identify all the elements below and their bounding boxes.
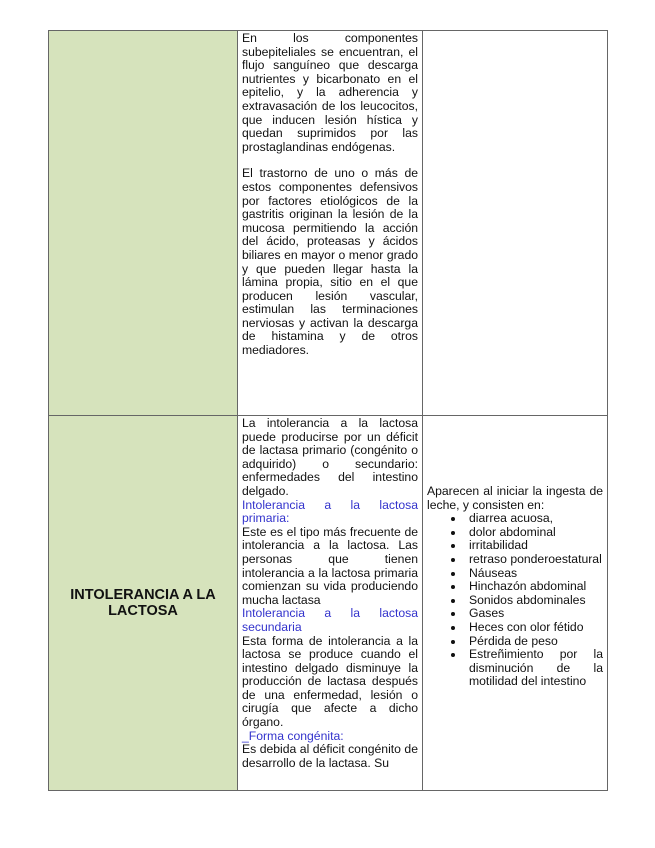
paragraph-defense-disorder: El trastorno de uno o más de estos componentes defensivos por factores etiológicos de la gastritis originan la lesión de la mucosa permitiendo la acción del ácido, proteasas y ácidos biliares en mayor o menor grado y que pueden llegar hasta la lámina propia, sitio en el que producen lesión vascular, estimulan las terminaciones nerviosas y activan la descarga de histamina y de otros mediadores. xyxy=(242,166,418,358)
congenital-heading: _Forma congénita: xyxy=(242,728,344,743)
list-item: • irritabilidad xyxy=(465,539,603,553)
list-item: • dolor abdominal xyxy=(465,526,603,540)
primary-text: Este es el tipo más frecuente de intolerancia a la lactosa. Las personas que tienen intolerancia a la lactosa primaria comienzan su vida produciendo mucha lactasa xyxy=(242,524,418,607)
row-title: INTOLERANCIA A LA LACTOSA xyxy=(70,587,216,619)
row1-label-cell xyxy=(49,31,238,416)
list-item: • retraso ponderoestatural xyxy=(465,553,603,567)
table-row xyxy=(49,416,608,791)
list-item: • Heces con olor fétido xyxy=(465,621,603,635)
congenital-text: Es debida al déficit congénito de desarrollo de la lactasa. Su xyxy=(242,742,418,770)
symptoms-intro: Aparecen al iniciar la ingesta de leche, y consisten en: xyxy=(427,484,603,512)
list-item: • Estreñimiento por la disminución de la motilidad del intestino xyxy=(465,648,603,689)
table-row xyxy=(49,31,608,416)
symptoms-list xyxy=(427,512,603,689)
paragraph-subepithelial: En los componentes subepiteliales se encuentran, el flujo sanguíneo que descarga nutrientes y bicarbonato en el epitelio, y la adherencia y extravasación de los leucocitos, que inducen lesión hística y quedan suprimidos por las prostaglandinas endógenas. xyxy=(242,31,418,154)
lactose-intro-text: La intolerancia a la lactosa puede producirse por un déficit de lactasa primario (congénito o adquirido) o secundario: enfermedades del intestino delgado. xyxy=(242,416,418,498)
row2-symptoms-cell xyxy=(423,416,608,791)
row2-description-cell xyxy=(238,416,423,791)
row2-label-cell xyxy=(49,416,238,791)
row1-symptoms-cell xyxy=(423,31,608,416)
secondary-heading: Intolerancia a la lactosa secundaria xyxy=(242,606,418,634)
content-table xyxy=(48,30,608,791)
list-item: • Sonidos abdominales xyxy=(465,594,603,608)
secondary-text: Esta forma de intolerancia a la lactosa se produce cuando el intestino delgado disminuye la producción de lactasa después de una enfermedad, lesión o cirugía que afecte a dicho órgano. xyxy=(242,633,418,730)
list-item: • Náuseas xyxy=(465,567,603,581)
list-item: • Gases xyxy=(465,607,603,621)
list-item: • Hinchazón abdominal xyxy=(465,580,603,594)
row1-description-cell xyxy=(238,31,423,416)
primary-heading: Intolerancia a la lactosa primaria: xyxy=(242,497,418,526)
list-item: • diarrea acuosa, xyxy=(465,512,603,526)
list-item: • Pérdida de peso xyxy=(465,635,603,649)
